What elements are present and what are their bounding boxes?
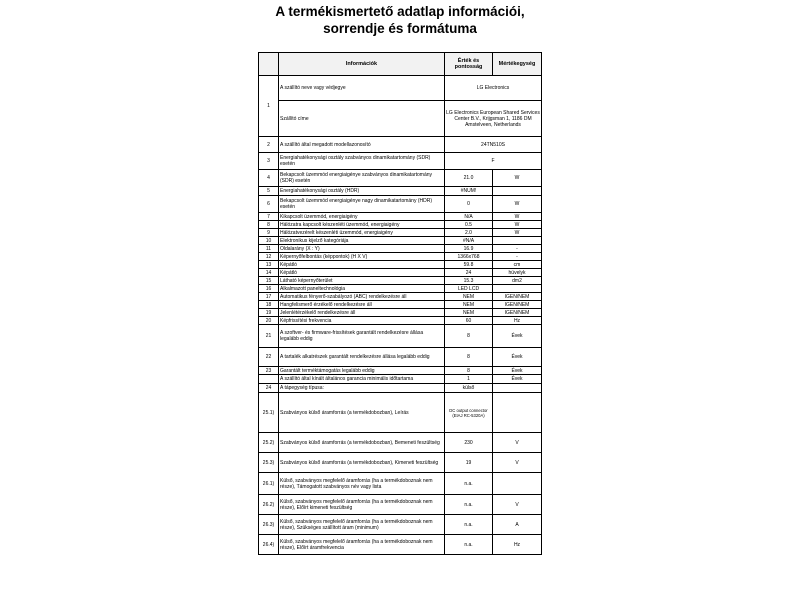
- product-info-sheet-table: [258, 52, 542, 555]
- header-spacer: [259, 53, 279, 76]
- row-number: 6: [259, 196, 279, 213]
- row-value: 0.5: [445, 221, 493, 229]
- table-row: [259, 495, 542, 515]
- row-number: 3: [259, 153, 279, 170]
- row-value: 230: [445, 433, 493, 453]
- row-value: 24: [445, 269, 493, 277]
- row-label: Szabványos külső áramforrás (a termékdobozban), Leírás: [279, 393, 445, 433]
- row-value: 16.9: [445, 245, 493, 253]
- table-row: [259, 515, 542, 535]
- row-number: 5: [259, 187, 279, 196]
- table-row: [259, 261, 542, 269]
- row-label: Automatikus fényerő-szabályozó (ABC) rendelkezésre áll: [279, 293, 445, 301]
- table-row: [259, 375, 542, 384]
- row-unit: -: [493, 245, 542, 253]
- row-value: n.a.: [445, 495, 493, 515]
- row-number: 16: [259, 285, 279, 293]
- row-value: 0: [445, 196, 493, 213]
- row-label: A tartalék alkatrészek garantált rendelkezésre állása legalább eddig: [279, 348, 445, 367]
- row-unit: Évek: [493, 367, 542, 375]
- row-number: 15: [259, 277, 279, 285]
- row-label: A tápegység típusa:: [279, 384, 445, 393]
- row-unit: dm2: [493, 277, 542, 285]
- row-value: N/A: [445, 213, 493, 221]
- row-number: 7: [259, 213, 279, 221]
- row-value: 1366x768: [445, 253, 493, 261]
- row-value: 8: [445, 367, 493, 375]
- row-value: n.a.: [445, 473, 493, 495]
- row-label: Elektronikus kijelző kategóriája: [279, 237, 445, 245]
- row-label: Jelenlétérzékelő rendelkezésre áll: [279, 309, 445, 317]
- row-unit: Hz: [493, 317, 542, 325]
- row-number: 26.2): [259, 495, 279, 515]
- table-row: [259, 473, 542, 495]
- row-unit: V: [493, 453, 542, 473]
- table-row: [259, 196, 542, 213]
- row-value: 21.0: [445, 170, 493, 187]
- row-value: 15.3: [445, 277, 493, 285]
- row-number: 25.3): [259, 453, 279, 473]
- table-row: [259, 221, 542, 229]
- row-unit: [493, 384, 542, 393]
- table-row: [259, 253, 542, 261]
- table-row: [259, 277, 542, 285]
- row-value: 19: [445, 453, 493, 473]
- table-row: [259, 187, 542, 196]
- row-label: Hangfelismerő érzékelő rendelkezésre áll: [279, 301, 445, 309]
- row-value: #NUM!: [445, 187, 493, 196]
- row-label: Bekapcsolt üzemmód energiaigénye szabványos dinamikatartomány (SDR) esetén: [279, 170, 445, 187]
- table-row: [259, 213, 542, 221]
- row-label: Szabványos külső áramforrás (a termékdobozban), Kimeneti feszültség: [279, 453, 445, 473]
- row-label: Képátló: [279, 261, 445, 269]
- row-unit: IGEN/NEM: [493, 309, 542, 317]
- row-unit: IGEN/NEM: [493, 293, 542, 301]
- row-label: Energiahatékonysági osztály szabványos dinamikatartomány (SDR) esetén: [279, 153, 445, 170]
- row-value: DC output connector (EIAJ RC-5320A): [445, 393, 493, 433]
- table-row: [259, 237, 542, 245]
- row-value: 8: [445, 325, 493, 348]
- row-unit: hüvelyk: [493, 269, 542, 277]
- row-label: Garantált terméktámogatás legalább eddig: [279, 367, 445, 375]
- table-row: [259, 325, 542, 348]
- table-row: [259, 137, 542, 153]
- table-row: [259, 269, 542, 277]
- row-number: 22: [259, 348, 279, 367]
- row-label: Hálózatvezérelt készenléti üzemmód, energiaigény: [279, 229, 445, 237]
- row-label: Külső, szabványos megfelelő áramforrás (ha a termékdoboznak nem része), Előírt áramfrekvencia: [279, 535, 445, 555]
- row-value: 8: [445, 348, 493, 367]
- row-number: 26.3): [259, 515, 279, 535]
- row-label: A szállító neve vagy védjegye: [279, 76, 445, 101]
- row-label: Külső, szabványos megfelelő áramforrás (ha a termékdoboznak nem része), Támogatott szabványos név vagy lista: [279, 473, 445, 495]
- row-number: 2: [259, 137, 279, 153]
- row-value: 59.8: [445, 261, 493, 269]
- row-label: Hálózatra kapcsolt készenléti üzemmód, energiaigény: [279, 221, 445, 229]
- row-label: Külső, szabványos megfelelő áramforrás (ha a termékdoboznak nem része), Előírt kimeneti feszültség: [279, 495, 445, 515]
- table-row: [259, 367, 542, 375]
- row-label: Szállító címe: [279, 101, 445, 137]
- row-unit: W: [493, 196, 542, 213]
- row-value: NEM: [445, 309, 493, 317]
- row-number: 8: [259, 221, 279, 229]
- row-unit: cm: [493, 261, 542, 269]
- row-unit: [493, 393, 542, 433]
- row-number: 20: [259, 317, 279, 325]
- row-unit: A: [493, 515, 542, 535]
- table-row: [259, 317, 542, 325]
- row-unit: V: [493, 433, 542, 453]
- title-line-1: A termékismertető adatlap információi,: [275, 4, 525, 19]
- row-unit: [493, 473, 542, 495]
- row-label: A szállító által megadott modellazonosító: [279, 137, 445, 153]
- row-value: NEM: [445, 293, 493, 301]
- table-row: [259, 384, 542, 393]
- row-number: 18: [259, 301, 279, 309]
- table-row: [259, 301, 542, 309]
- table-row: [259, 393, 542, 433]
- row-unit: [493, 285, 542, 293]
- row-value: n.a.: [445, 515, 493, 535]
- row-value: 60: [445, 317, 493, 325]
- row-label: Külső, szabványos megfelelő áramforrás (ha a termékdoboznak nem része), Szükséges szállított áram (minimum): [279, 515, 445, 535]
- row-label: Kikapcsolt üzemmód, energiaigény: [279, 213, 445, 221]
- table-header-row: [259, 53, 542, 76]
- row-number: 1: [259, 76, 279, 137]
- row-number: 17: [259, 293, 279, 301]
- row-number: 12: [259, 253, 279, 261]
- row-unit: IGEN/NEM: [493, 301, 542, 309]
- header-info: Információk: [279, 53, 445, 76]
- row-value: 24TN510S: [445, 137, 542, 153]
- table-row: [259, 229, 542, 237]
- row-unit: -: [493, 253, 542, 261]
- title-line-2: sorrendje és formátuma: [323, 21, 477, 36]
- table-row: [259, 309, 542, 317]
- row-number: 21: [259, 325, 279, 348]
- header-value: Érték és pontosság: [445, 53, 493, 76]
- row-value: 2.0: [445, 229, 493, 237]
- row-number: 11: [259, 245, 279, 253]
- table-row: [259, 285, 542, 293]
- row-unit: W: [493, 170, 542, 187]
- row-value: F: [445, 153, 542, 170]
- row-number: [259, 375, 279, 384]
- table-row: [259, 76, 542, 101]
- row-unit: Évek: [493, 375, 542, 384]
- row-label: Alkalmazott paneltechnológia: [279, 285, 445, 293]
- row-number: 13: [259, 261, 279, 269]
- row-value: külső: [445, 384, 493, 393]
- table-row: [259, 101, 542, 137]
- row-label: Oldalarány (X : Y): [279, 245, 445, 253]
- row-value: NEM: [445, 301, 493, 309]
- table-row: [259, 293, 542, 301]
- row-unit: V: [493, 495, 542, 515]
- row-value: 1: [445, 375, 493, 384]
- row-unit: W: [493, 221, 542, 229]
- row-unit: [493, 187, 542, 196]
- row-value: LED LCD: [445, 285, 493, 293]
- row-label: A szállító által kínált általános garancia minimális időtartama: [279, 375, 445, 384]
- row-label: Látható képernyőterület: [279, 277, 445, 285]
- row-number: 19: [259, 309, 279, 317]
- row-label: Képernyőfelbontás (képpontok) (H X V): [279, 253, 445, 261]
- table-row: [259, 170, 542, 187]
- table-row: [259, 535, 542, 555]
- row-unit: Évek: [493, 348, 542, 367]
- row-number: 10: [259, 237, 279, 245]
- row-label: Képfrissítési frekvencia: [279, 317, 445, 325]
- row-number: 25.2): [259, 433, 279, 453]
- row-label: Energiahatékonysági osztály (HDR): [279, 187, 445, 196]
- table-row: [259, 453, 542, 473]
- row-label: Szabványos külső áramforrás (a termékdobozban), Bemeneti feszültség: [279, 433, 445, 453]
- row-label: Képátló: [279, 269, 445, 277]
- row-unit: Évek: [493, 325, 542, 348]
- row-number: 9: [259, 229, 279, 237]
- row-unit: Hz: [493, 535, 542, 555]
- table-row: [259, 245, 542, 253]
- row-label: A szoftver- és firmware-frissítések garantált rendelkezésre állása legalább eddig: [279, 325, 445, 348]
- row-number: 23: [259, 367, 279, 375]
- row-number: 26.1): [259, 473, 279, 495]
- row-label: Bekapcsolt üzemmód energiaigénye nagy dinamikatartomány (HDR) esetén: [279, 196, 445, 213]
- row-value: n.a.: [445, 535, 493, 555]
- header-unit: Mértékegység: [493, 53, 542, 76]
- row-value: LG Electronics: [445, 76, 542, 101]
- row-number: 24: [259, 384, 279, 393]
- table-row: [259, 153, 542, 170]
- row-number: 4: [259, 170, 279, 187]
- page-title: [0, 3, 800, 37]
- row-number: 26.4): [259, 535, 279, 555]
- table-row: [259, 433, 542, 453]
- row-value: #N/A: [445, 237, 493, 245]
- table-row: [259, 348, 542, 367]
- row-unit: W: [493, 229, 542, 237]
- row-unit: [493, 237, 542, 245]
- row-value: LG Electronics European Shared Services Center B.V., Krijgsman 1, 1186 DM Amstelveen, Netherlands: [445, 101, 542, 137]
- row-number: 14: [259, 269, 279, 277]
- row-unit: W: [493, 213, 542, 221]
- row-number: 25.1): [259, 393, 279, 433]
